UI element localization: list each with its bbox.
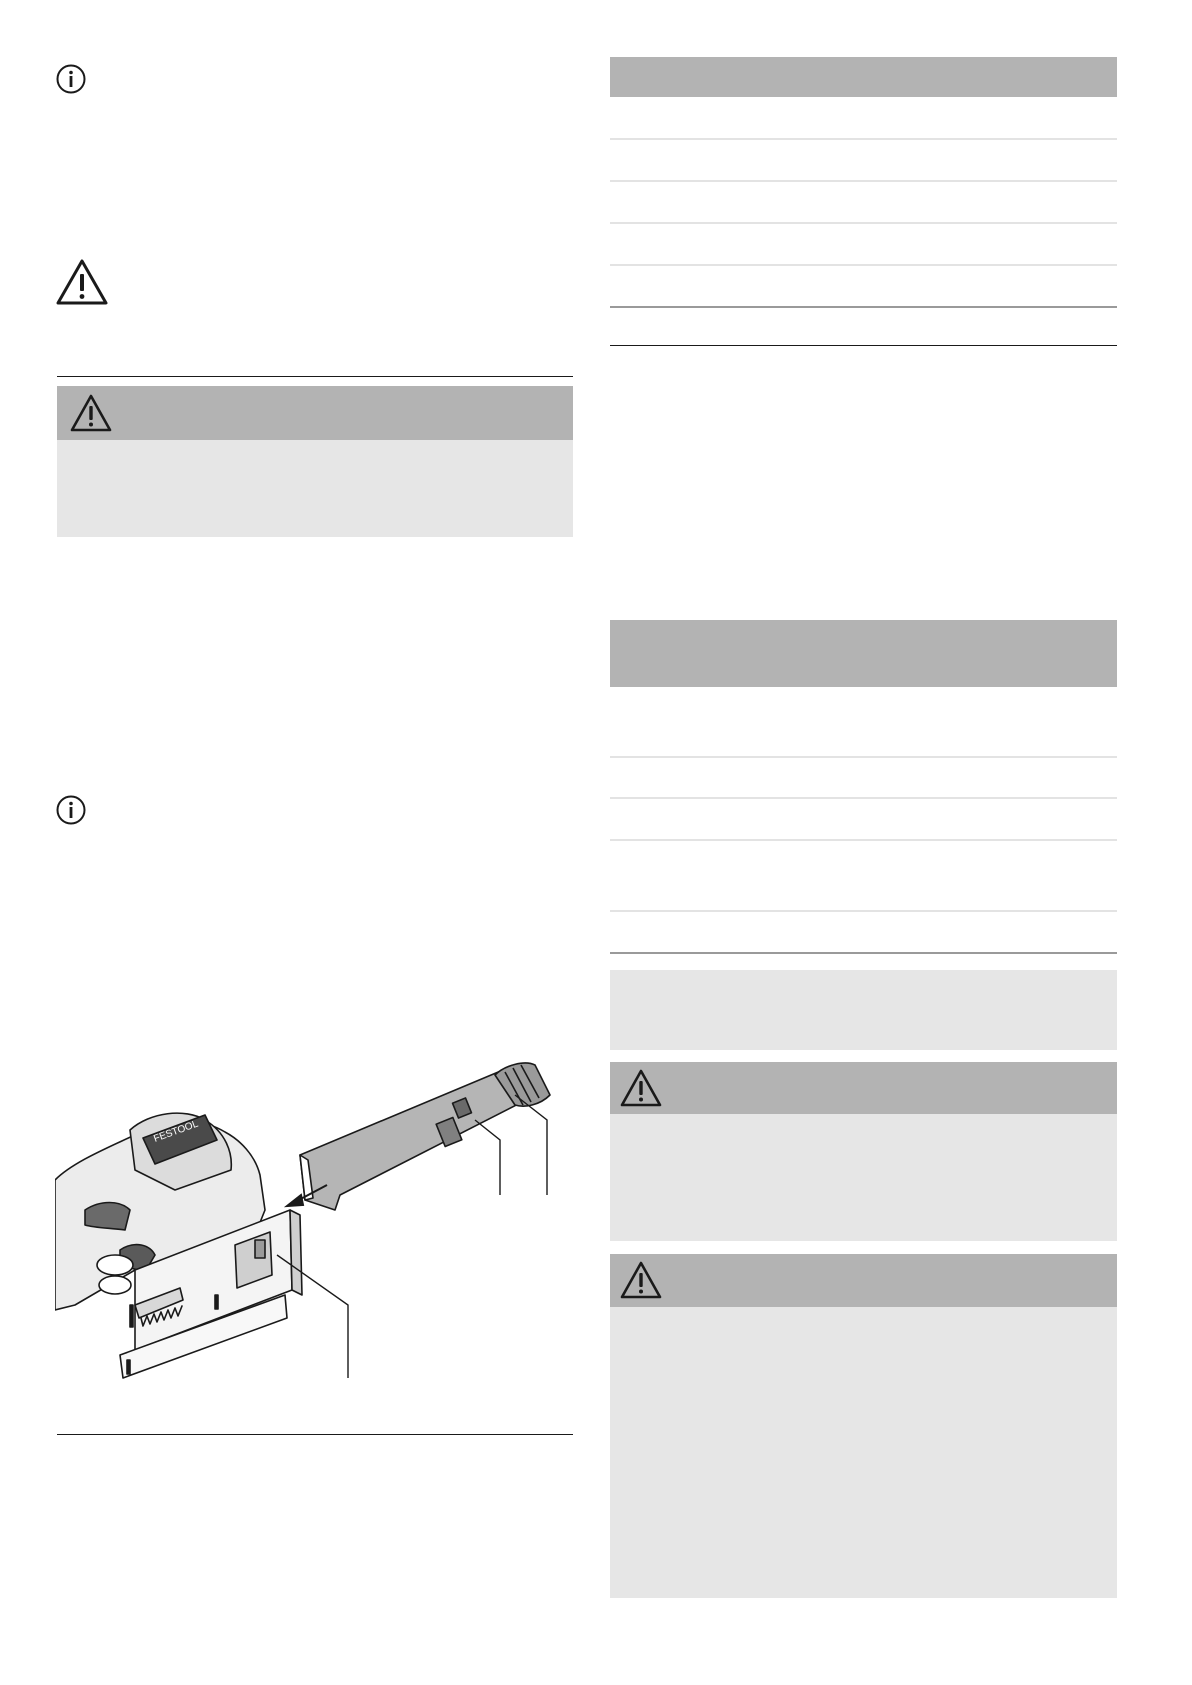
jigsaw-illustration: [55, 1060, 575, 1395]
warning-triangle-icon: [69, 393, 113, 433]
section-divider: [610, 345, 1117, 346]
caution-box-header: [610, 1062, 1117, 1114]
table-header: [610, 57, 1117, 97]
caution-box-header: [57, 386, 573, 440]
table-row-divider: [610, 264, 1117, 266]
table-row-divider: [610, 756, 1117, 758]
info-icon: [55, 63, 87, 95]
section-divider: [57, 376, 573, 377]
section-divider: [57, 1434, 573, 1435]
caution-box-body: [610, 1114, 1117, 1241]
table-row-divider: [610, 910, 1117, 912]
table-row-divider: [610, 180, 1117, 182]
table-row-divider: [610, 839, 1117, 841]
caution-box-body: [610, 1307, 1117, 1598]
warning-triangle-icon: [619, 1068, 663, 1108]
logo-lettering: FESTOOL: [152, 1118, 200, 1145]
caution-box-body: [57, 440, 573, 537]
table-row-divider: [610, 797, 1117, 799]
note-panel: [610, 970, 1117, 1050]
table-bottom-rule: [610, 952, 1117, 954]
info-icon: [55, 794, 87, 826]
caution-box-header: [610, 1254, 1117, 1307]
table-bottom-rule: [610, 306, 1117, 308]
warning-triangle-icon: [55, 258, 109, 306]
table-row-divider: [610, 222, 1117, 224]
table-row-divider: [610, 138, 1117, 140]
warning-triangle-icon: [619, 1260, 663, 1300]
table-header: [610, 620, 1117, 687]
